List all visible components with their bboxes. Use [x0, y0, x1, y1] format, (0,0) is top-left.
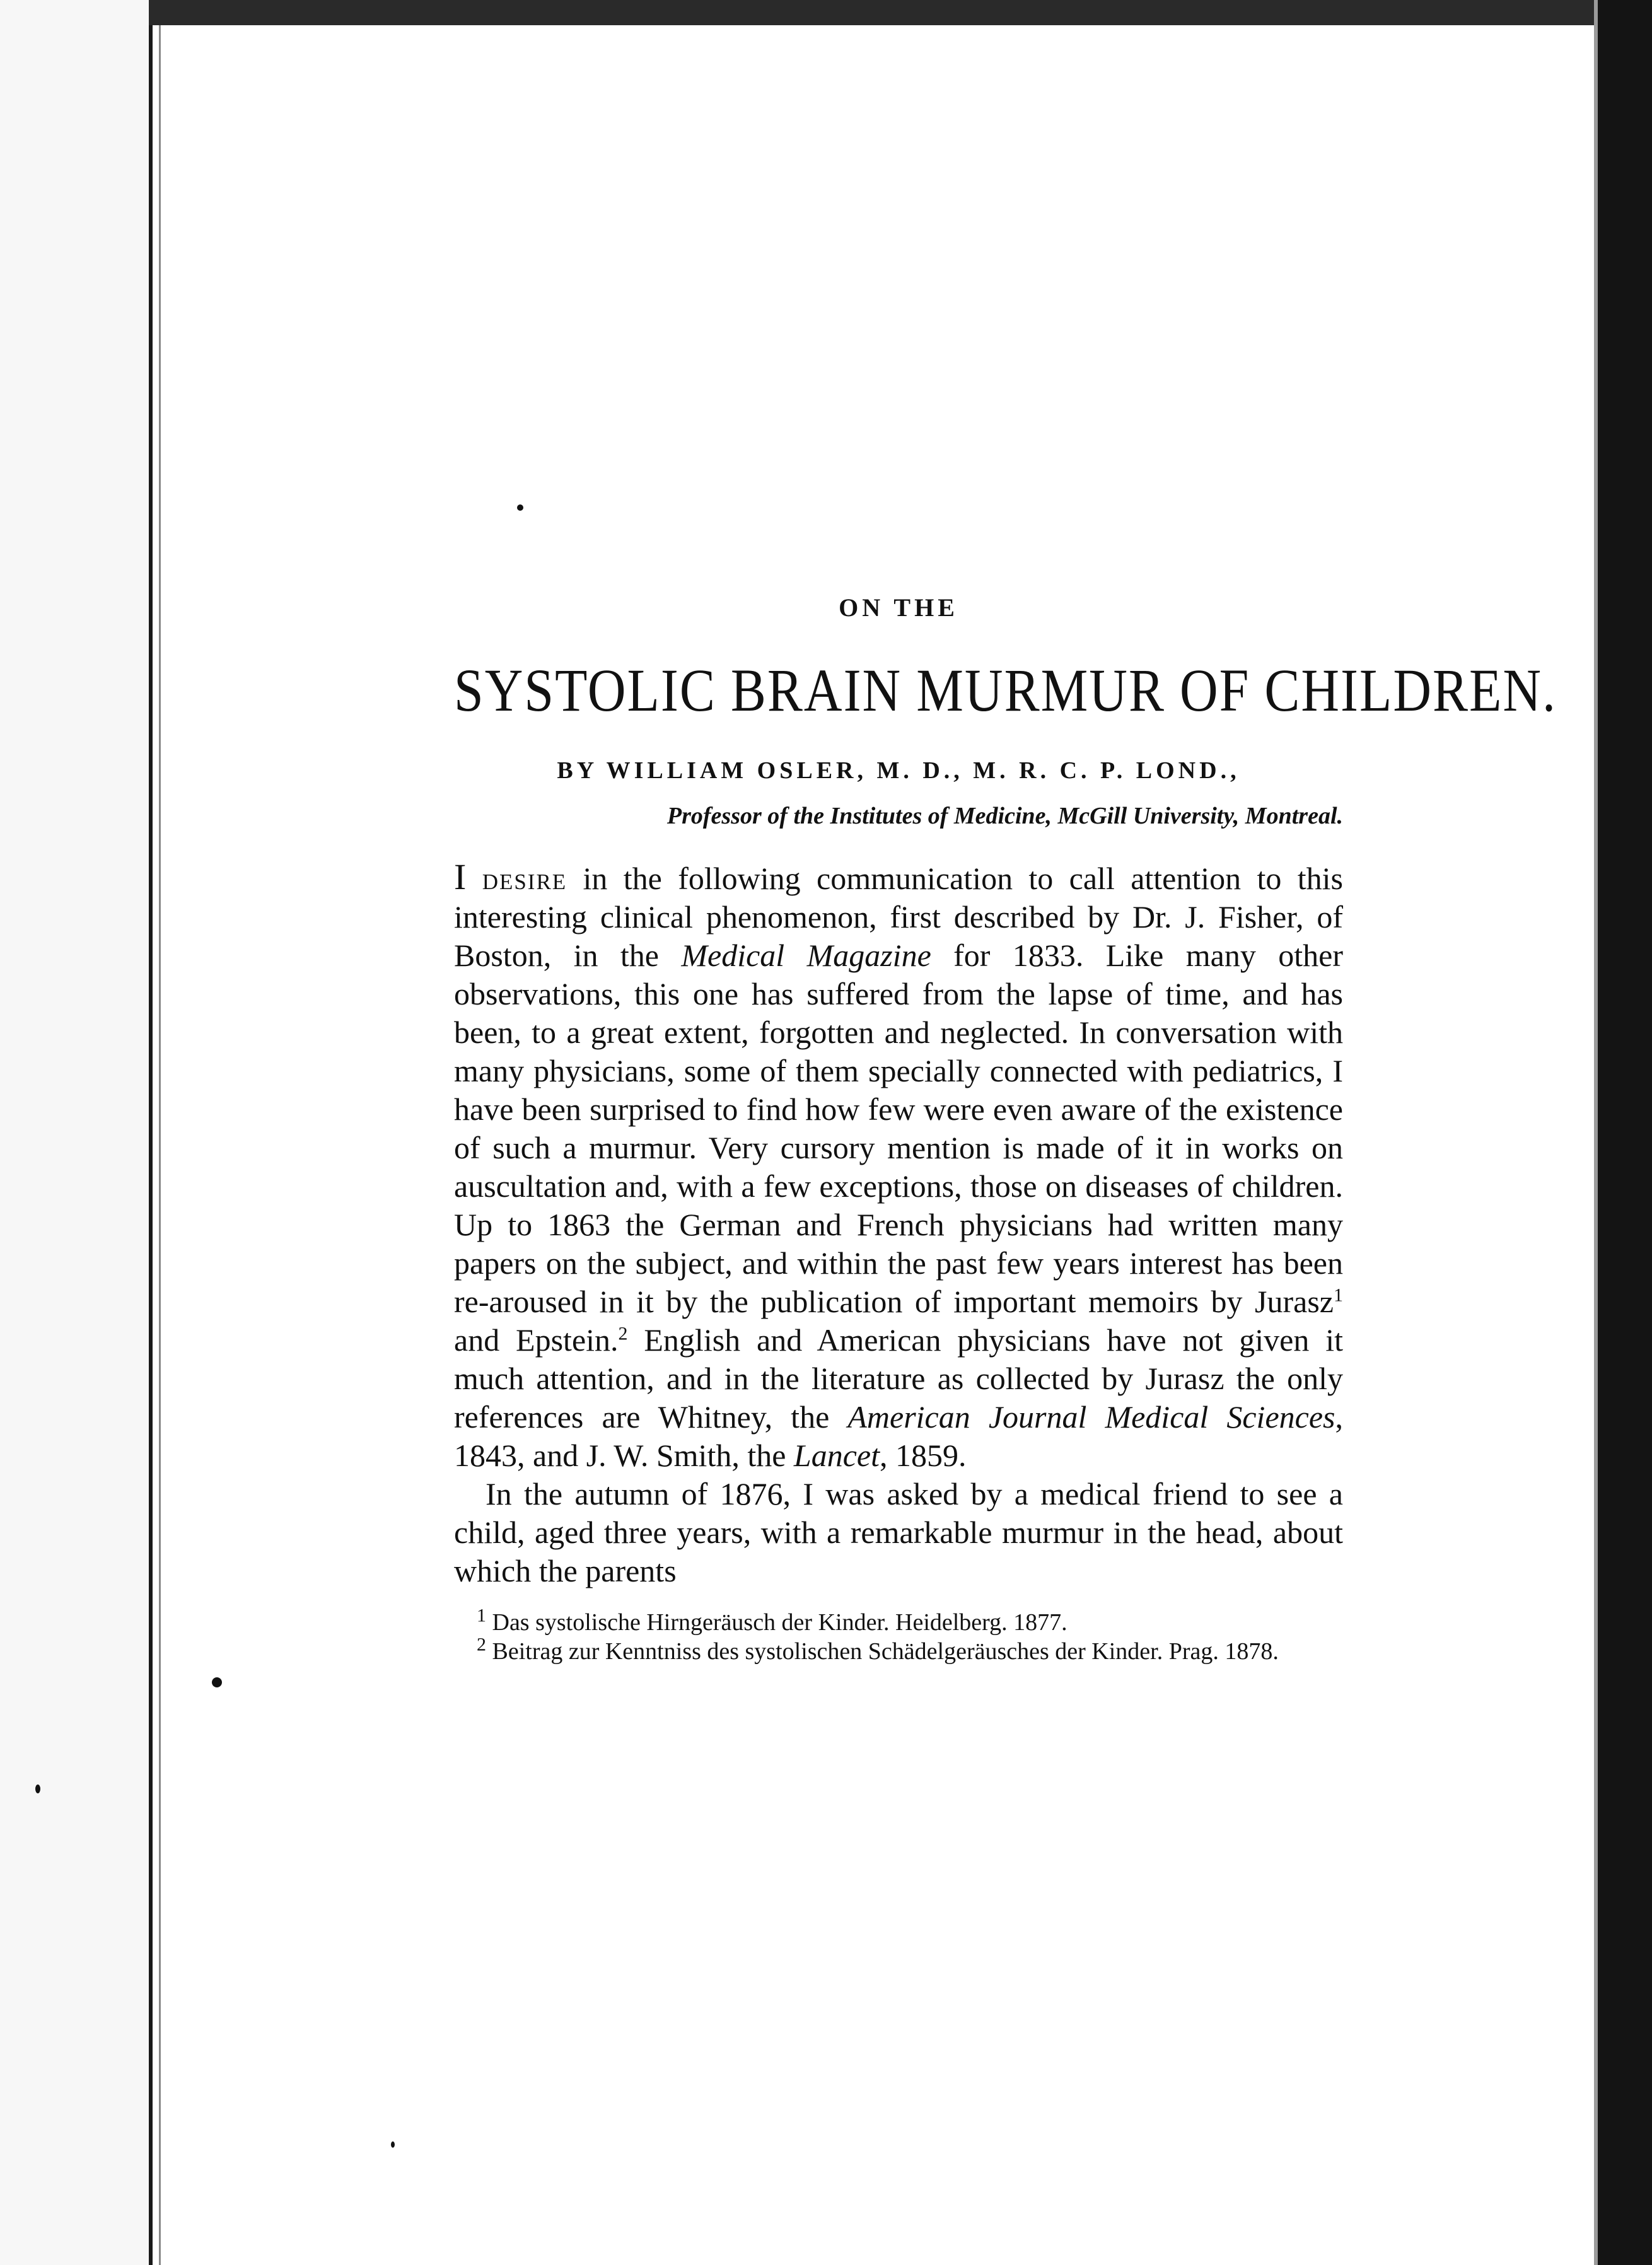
scan-speck — [391, 2141, 395, 2148]
page-gutter-line — [149, 25, 153, 2265]
scan-speck — [212, 1677, 222, 1687]
paragraph-text: , 1843, and J. W. Smith, the — [454, 1399, 1343, 1473]
lead-word: desire — [482, 861, 567, 896]
scan-top-edge — [149, 0, 1652, 25]
paragraph-text: in the following communication to call attention to this interesting clinical phenomenon, first described by Dr. J. Fisher, of Boston, in the — [454, 861, 1343, 973]
footnote-text: Das systolische Hirngeräusch der Kinder. Heidelberg. 1877. — [486, 1609, 1067, 1636]
body-paragraph-2: In the autumn of 1876, I was asked by a medical friend to see a child, aged three years, with a remarkable murmur in the head, about which the parents — [454, 1476, 1343, 1588]
page-gutter-shadow — [159, 25, 161, 2265]
footnote-ref-1[interactable]: 1 — [1334, 1284, 1343, 1306]
article-title: SYSTOLIC BRAIN MURMUR OF CHILDREN. — [454, 657, 1557, 725]
footnotes — [454, 1605, 1343, 1666]
scan-right-edge — [1598, 0, 1652, 2265]
paragraph-text: and Epstein. — [454, 1322, 619, 1358]
journal-title: American Journal Medical Sciences — [847, 1399, 1335, 1435]
journal-title: Lancet — [793, 1438, 880, 1473]
footnote-mark: 2 — [477, 1634, 486, 1655]
journal-title: Medical Magazine — [681, 938, 931, 973]
scan-speck — [517, 504, 523, 511]
scan-left-margin — [0, 0, 151, 2265]
drop-initial: I — [454, 856, 467, 897]
page-content — [454, 593, 1557, 1666]
body-paragraph-1 — [454, 858, 1343, 1475]
title-kicker: ON THE — [839, 593, 958, 622]
footnote-1 — [454, 1605, 1343, 1637]
author-byline: BY WILLIAM OSLER, M. D., M. R. C. P. LOND., — [557, 757, 1240, 784]
footnote-2 — [454, 1634, 1343, 1666]
paragraph-text: for 1833. Like many other observations, this one has suffered from the lapse of time, and has been, to a great extent, forgotten and neglected. In conversation with many physicians, some of them specially connected with pediatrics, I have been surprised to find how few were even aware of the existence of such a murmur. Very cursory mention is made of it in works on auscultation and, with a few exceptions, those on diseases of children. Up to 1863 the German and French physicians had written many papers on the subject, and within the past few years interest has been re-aroused in it by the publication of important memoirs by Jurasz — [454, 938, 1343, 1319]
paragraph-text: , 1859. — [880, 1438, 967, 1473]
author-affiliation: Professor of the Institutes of Medicine, McGill University, Montreal. — [666, 803, 1343, 829]
footnote-ref-2[interactable]: 2 — [618, 1323, 628, 1344]
footnote-text: Beitrag zur Kenntniss des systolischen Schädelgeräusches der Kinder. Prag. 1878. — [486, 1638, 1279, 1665]
footnote-mark: 1 — [477, 1605, 486, 1626]
paragraph-text: English and American physicians have not given it much attention, and in the literature as collected by Jurasz the only references are Whitney, the — [454, 1322, 1343, 1435]
scan-speck — [35, 1785, 40, 1793]
